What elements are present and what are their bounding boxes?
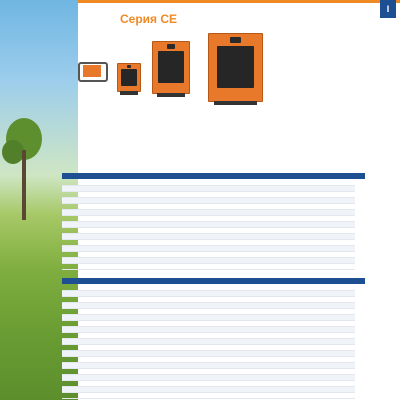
tree-trunk (22, 150, 26, 220)
models-list (303, 18, 381, 38)
tree-icon (2, 140, 24, 164)
value-cell (318, 392, 355, 398)
param-label (62, 392, 150, 398)
value-cell (280, 263, 317, 269)
heater-image (152, 41, 190, 94)
value-cell (168, 263, 205, 269)
header-band (78, 0, 400, 3)
spec-table (62, 278, 355, 399)
table-tab-marker (355, 173, 365, 179)
table-body (62, 284, 355, 398)
value-cell (206, 392, 243, 398)
value-cell (168, 392, 205, 398)
table-row (62, 263, 355, 269)
table-row (62, 392, 355, 398)
page-marker: I (380, 0, 396, 18)
series-title: Серия CE (120, 12, 178, 26)
table-body (62, 179, 355, 269)
small-heater-image (78, 62, 108, 82)
value-cell (243, 263, 280, 269)
param-label (62, 263, 150, 269)
table-tab-marker (355, 278, 365, 284)
unit-cell (150, 263, 168, 269)
value-cell (206, 263, 243, 269)
value-cell (280, 392, 317, 398)
spec-table (62, 173, 355, 270)
heater-image (208, 33, 263, 102)
unit-cell (150, 392, 168, 398)
heater-image (117, 63, 141, 92)
value-cell (318, 263, 355, 269)
value-cell (243, 392, 280, 398)
